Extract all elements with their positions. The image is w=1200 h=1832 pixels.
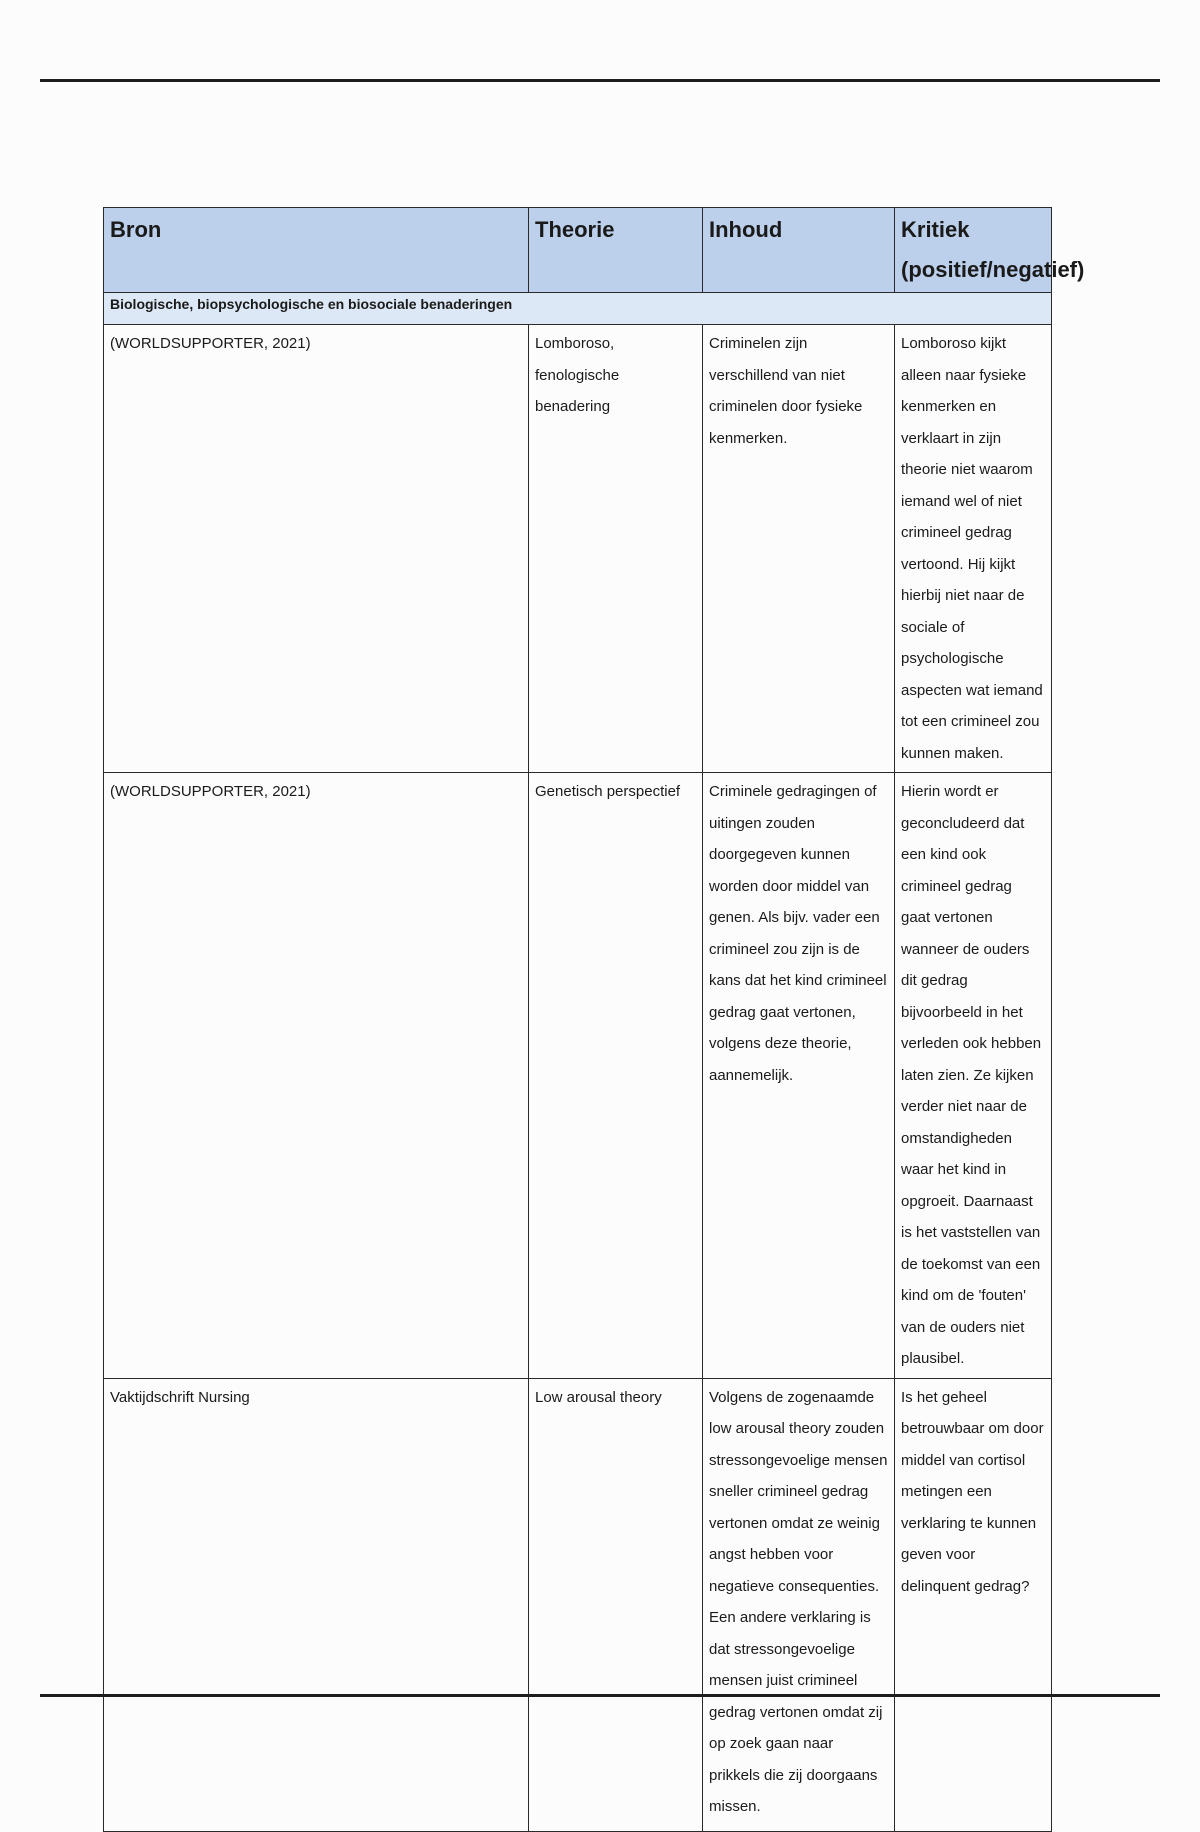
cell-kritiek: Hierin wordt er geconcludeerd dat een kind ook crimineel gedrag gaat vertonen wanneer de ouders dit gedrag bijvoorbeeld in het verleden ook hebben laten zien. Ze kijken verder niet naar de omstandigheden waar het kind in opgroeit. Daarnaast is het vaststellen van de toekomst van een kind om de 'fouten' van de ouders niet plausibel.: [895, 773, 1052, 1379]
cell-theorie: Genetisch perspectief: [529, 773, 703, 1379]
footer-rule: [40, 1694, 1160, 1697]
header-theorie: Theorie: [529, 208, 703, 293]
table-row: [104, 1378, 1052, 1831]
cell-theorie: Low arousal theory: [529, 1378, 703, 1831]
cell-theorie: Lomboroso, fenologische benadering: [529, 325, 703, 773]
cell-inhoud: Criminele gedragingen of uitingen zouden doorgegeven kunnen worden door middel van genen. Als bijv. vader een crimineel zou zijn is de kans dat het kind crimineel gedrag gaat vertonen, volgens deze theorie, aannemelijk.: [703, 773, 895, 1379]
cell-bron: (WORLDSUPPORTER, 2021): [104, 773, 529, 1379]
table-row: [104, 325, 1052, 773]
cell-bron: Vaktijdschrift Nursing: [104, 1378, 529, 1831]
cell-bron: (WORLDSUPPORTER, 2021): [104, 325, 529, 773]
theory-table: [103, 207, 1085, 1832]
table-row: [104, 773, 1052, 1379]
section-row: [104, 293, 1052, 325]
cell-kritiek: Is het geheel betrouwbaar om door middel van cortisol metingen een verklaring te kunnen geven voor delinquent gedrag?: [895, 1378, 1052, 1831]
table-header-row: [104, 208, 1052, 293]
header-rule: [40, 79, 1160, 82]
cell-inhoud: Volgens de zogenaamde low arousal theory zouden stressongevoelige mensen sneller crimineel gedrag vertonen omdat ze weinig angst hebben voor negatieve consequenties. Een andere verklaring is dat stressongevoelige mensen juist crimineel gedrag vertonen omdat zij op zoek gaan naar prikkels die zij doorgaans missen.: [703, 1378, 895, 1831]
header-kritiek: Kritiek (positief/negatief): [895, 208, 1052, 293]
section-title: Biologische, biopsychologische en biosociale benaderingen: [104, 293, 1052, 325]
header-bron: Bron: [104, 208, 529, 293]
header-inhoud: Inhoud: [703, 208, 895, 293]
cell-inhoud: Criminelen zijn verschillend van niet criminelen door fysieke kenmerken.: [703, 325, 895, 773]
cell-kritiek: Lomboroso kijkt alleen naar fysieke kenmerken en verklaart in zijn theorie niet waarom iemand wel of niet crimineel gedrag vertoond. Hij kijkt hierbij niet naar de sociale of psychologische aspecten wat iemand tot een crimineel zou kunnen maken.: [895, 325, 1052, 773]
